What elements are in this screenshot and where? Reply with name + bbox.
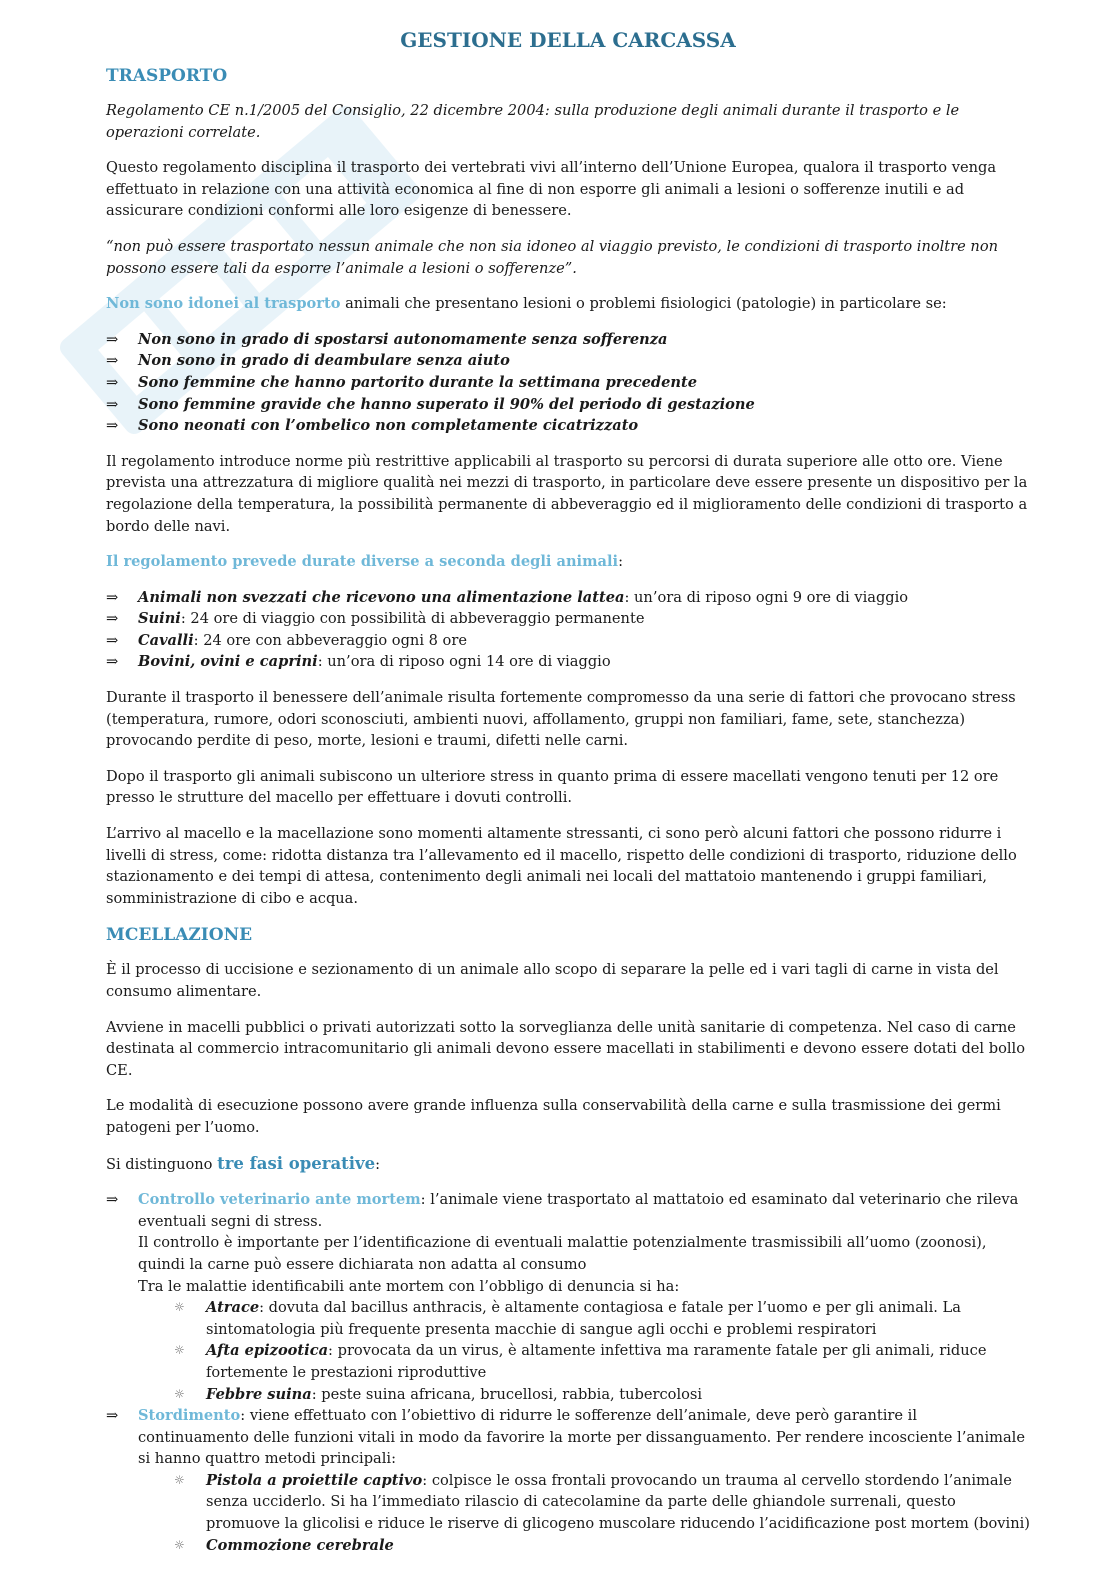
unfit-highlight: Non sono idonei al trasporto [106, 295, 341, 313]
list-item: ⇒ Sono femmine che hanno partorito durante la settimana precedente [106, 372, 1030, 394]
phases-list [106, 1189, 1030, 1556]
paragraph: Avviene in macelli pubblici o privati autorizzati sotto la sorveglianza delle unità sanitarie di competenza. Nel caso di carne destinata al commercio intracomunitario gli animali devono essere macellati in stabilimenti e devono essere dotati del bollo CE. [106, 1018, 1025, 1079]
paragraph: Dopo il trasporto gli animali subiscono un ulteriore stress in quanto prima di essere macellati vengono tenuti per 12 ore presso le strutture del macello per effettuare i dovuti controlli. [106, 767, 999, 807]
list-item: ⇒ Animali non svezzati che ricevono una alimentazione lattea: un’ora di riposo ogni 9 ore di viaggio [106, 587, 1030, 609]
phase-item: ⇒ Stordimento: viene effettuato con l’obiettivo di ridurre le sofferenze dell’animale, deve però garantire il continuamento delle funzioni vitali in modo da favorire la morte per dissanguamento. Per rendere incosciente l’animale si hanno quattro metodi principali: ☼ Pistola a proiettile captivo: colpisce le ossa frontali provocando un trauma al cervello stordendo l’animale senza ucciderlo. Si ha l’immediato rilascio di catecolamine da parte delle ghiandole surrenali, questo promuove la glicolisi e riduce le riserve di glicogeno muscolare riducendo l’acidificazione post mortem (bovini) ☼ Commozione cerebrale [106, 1405, 1030, 1556]
list-item: ☼ Pistola a proiettile captivo: colpisce le ossa frontali provocando un trauma al cervello stordendo l’animale senza ucciderlo. Si ha l’immediato rilascio di catecolamine da parte delle ghiandole surrenali, questo promuove la glicolisi e riduce le riserve di glicogeno muscolare riducendo l’acidificazione post mortem (bovini) [174, 1470, 1030, 1535]
paragraph: Il regolamento introduce norme più restrittive applicabili al trasporto su percorsi di durata superiore alle otto ore. Viene prevista una attrezzatura di migliore qualità nei mezzi di trasporto, in particolare deve essere presente un dispositivo per la regolazione della temperatura, la possibilità permanente di abbeveraggio ed il miglioramento delle condizioni di trasporto a bordo delle navi. [106, 452, 1028, 535]
list-item: ⇒ Suini: 24 ore di viaggio con possibilità di abbeveraggio permanente [106, 608, 1030, 630]
paragraph: Questo regolamento disciplina il trasporto dei vertebrati vivi all’interno dell’Unione Europea, qualora il trasporto venga effettuato in relazione con una attività economica al fine di non esporre gli animali a lesioni o sofferenze inutili e ad assicurare condizioni conformi alle loro esigenze di benessere. [106, 159, 997, 220]
durations-list [106, 587, 1030, 673]
durations-highlight: Il regolamento prevede durate diverse a seconda degli animali [106, 553, 619, 571]
list-item: ☼ Commozione cerebrale [174, 1535, 1030, 1557]
section-heading-macellazione: MCELLAZIONE [106, 925, 253, 946]
list-item: ⇒ Sono femmine gravide che hanno superato il 90% del periodo di gestazione [106, 394, 1030, 416]
phase-item: ⇒ Controllo veterinario ante mortem: l’animale viene trasportato al mattatoio ed esaminato dal veterinario che rileva eventuali segni di stress. Il controllo è importante per l’identificazione di eventuali malattie potenzialmente trasmissibili all’uomo (zoonosi), quindi la carne può essere dichiarata non adatta al consumo Tra le malattie identificabili ante mortem con l’obbligo di denuncia si ha: ☼ Atrace: dovuta dal bacillus anthracis, è altamente contagiosa e fatale per l’uomo e per gli animali. La sintomatologia più frequente presenta macchie di sangue agli occhi e problemi respiratori ☼ Afta epizootica: provocata da un virus, è altamente infettiva ma raramente fatale per gli animali, riduce fortemente le prestazioni riproduttive ☼ Febbre suina: peste suina africana, brucellosi, rabbia, tubercolosi [106, 1189, 1030, 1405]
unfit-list [106, 329, 1030, 437]
list-item: ⇒ Non sono in grado di deambulare senza aiuto [106, 350, 1030, 372]
quote: “non può essere trasportato nessun animale che non sia idoneo al viaggio previsto, le condizioni di trasporto inoltre non possono essere tali da esporre l’animale a lesioni o sofferenze”. [106, 237, 999, 277]
list-item: ⇒ Sono neonati con l’ombelico non completamente cicatrizzato [106, 415, 1030, 437]
paragraph: Le modalità di esecuzione possono avere grande influenza sulla conservabilità della carne e sulla trasmissione dei germi patogeni per l’uomo. [106, 1097, 1001, 1136]
paragraph: È il processo di uccisione e sezionamento di un animale allo scopo di separare la pelle ed i vari tagli di carne in vista del consumo alimentare. [106, 961, 999, 1000]
paragraph: Durante il trasporto il benessere dell’animale risulta fortemente compromesso da una serie di fattori che provocano stress (temperatura, rumore, odori sconosciuti, ambienti nuovi, affollamento, gruppi non familiari, fame, sete, stanchezza) provocando perdite di peso, morte, lesioni e traumi, difetti nelle carni. [106, 689, 1016, 750]
phases-intro: Si distinguono tre fasi operative: [106, 1153, 381, 1173]
list-item: ☼ Atrace: dovuta dal bacillus anthracis, è altamente contagiosa e fatale per l’uomo e per gli animali. La sintomatologia più frequente presenta macchie di sangue agli occhi e problemi respiratori [174, 1297, 1030, 1340]
regulation-reference: Regolamento CE n.1/2005 del Consiglio, 22 dicembre 2004: sulla produzione degli animali durante il trasporto e le operazioni correlate. [106, 102, 960, 141]
paragraph: L’arrivo al macello e la macellazione sono momenti altamente stressanti, ci sono però alcuni fattori che possono ridurre i livelli di stress, come: ridotta distanza tra l’allevamento ed il macello, rispetto delle condizioni di trasporto, riduzione dello stazionamento e dei tempi di attesa, contenimento degli animali nei locali del mattatoio mantenendo i gruppi familiari, somministrazione di cibo e acqua. [106, 825, 1017, 907]
document-page [106, 26, 1030, 1570]
section-heading-trasporto: TRASPORTO [106, 66, 228, 86]
list-item: ⇒ Bovini, ovini e caprini: un’ora di riposo ogni 14 ore di viaggio [106, 651, 1030, 673]
disease-list [138, 1297, 1030, 1405]
durations-intro: Il regolamento prevede durate diverse a seconda degli animali: [106, 553, 624, 571]
page-title: GESTIONE DELLA CARCASSA [400, 28, 736, 52]
unfit-intro: Non sono idonei al trasporto animali che presentano lesioni o problemi fisiologici (patologie) in particolare se: [106, 295, 947, 313]
method-list [138, 1470, 1030, 1556]
list-item: ⇒ Non sono in grado di spostarsi autonomamente senza sofferenza [106, 329, 1030, 351]
list-item: ⇒ Cavalli: 24 ore con abbeveraggio ogni 8 ore [106, 630, 1030, 652]
list-item: ☼ Febbre suina: peste suina africana, brucellosi, rabbia, tubercolosi [174, 1384, 1030, 1406]
phases-highlight: tre fasi operative [217, 1153, 376, 1173]
list-item: ☼ Afta epizootica: provocata da un virus, è altamente infettiva ma raramente fatale per gli animali, riduce fortemente le prestazioni riproduttive [174, 1340, 1030, 1383]
